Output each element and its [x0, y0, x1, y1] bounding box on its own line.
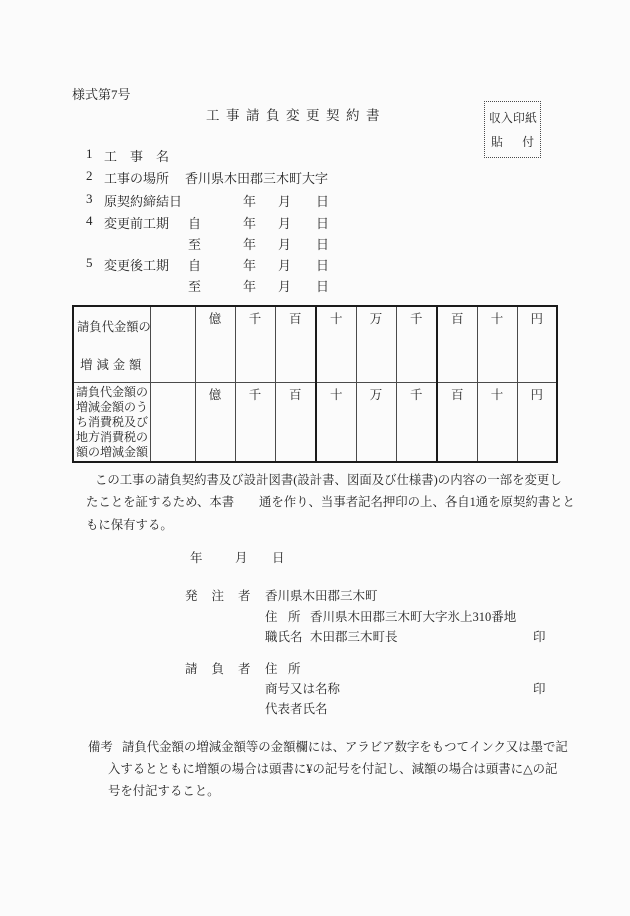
label-line2: 増減金額: [80, 358, 146, 372]
contractor-seal-mark: 印: [533, 682, 546, 696]
year-label: 年: [243, 237, 257, 252]
amount-row-tax: [73, 382, 557, 462]
unit-oku: 億: [195, 382, 235, 462]
amount-sign-cell: [150, 306, 195, 382]
contractor-address-label: 住所: [265, 662, 312, 676]
amount-table: [72, 305, 558, 463]
unit-hyaku: 百: [437, 306, 477, 382]
day-label: 日: [316, 258, 330, 273]
range-to-label: 至: [188, 237, 202, 252]
orderer-address-label: 住所: [265, 610, 312, 624]
year-label: 年: [243, 279, 257, 294]
item-original-contract-date: [0, 191, 630, 211]
unit-sen: 千: [396, 306, 437, 382]
unit-sen: 千: [396, 382, 437, 462]
item-number: 5: [86, 255, 93, 270]
item-label: 工事の場所: [104, 171, 170, 186]
unit-en: 円: [517, 382, 557, 462]
unit-sen: 千: [235, 382, 275, 462]
orderer-seal-mark: 印: [533, 630, 546, 644]
unit-en: 円: [517, 306, 557, 382]
stamp-box-line1: 収入印紙: [489, 111, 537, 125]
contractor-name-label: 商号又は名称: [265, 682, 341, 696]
item-label: 変更前工期: [104, 216, 170, 231]
month-label: 月: [278, 237, 292, 252]
unit-sen: 千: [235, 306, 275, 382]
unit-ju: 十: [316, 306, 356, 382]
item-label: 変更後工期: [104, 258, 170, 273]
month-label: 月: [278, 258, 292, 273]
orderer-title-label: 職氏名: [265, 630, 303, 644]
body-paragraph-line: たことを証するため、本書 通を作り、当事者記名押印の上、各自1通を原契約書とと: [86, 495, 575, 509]
body-paragraph-line: この工事の請負契約書及び設計図書(設計書、図面及び仕様書)の内容の一部を変更し: [95, 473, 562, 487]
amount-row-change: [73, 306, 557, 382]
day-label: 日: [316, 237, 330, 252]
date-day-label: 日: [272, 551, 285, 565]
orderer-role-label: 発注者: [185, 589, 265, 603]
remarks-line: 入するとともに増額の場合は頭書に¥の記号を付記し、減額の場合は頭書に△の記: [108, 762, 558, 776]
form-number: 様式第7号: [72, 87, 131, 102]
body-paragraph-line: もに保有する。: [86, 518, 173, 532]
item-period-after-change-from: [0, 255, 630, 275]
item-number: 3: [86, 191, 93, 206]
amount-row-tax-label: 請負代金額の増減金額のうち消費税及び地方消費税の額の増減金額: [73, 382, 150, 462]
unit-hyaku: 百: [275, 306, 316, 382]
contractor-role-label: 請負者: [185, 662, 265, 676]
year-label: 年: [243, 258, 257, 273]
unit-ju: 十: [477, 382, 517, 462]
item-project-name: [0, 146, 630, 166]
label-line1: 請負代金額の: [77, 320, 151, 334]
item-period-before-change-to: [0, 234, 630, 254]
month-label: 月: [278, 216, 292, 231]
item-period-after-change-to: [0, 276, 630, 296]
stamp-box-line2-right: 付: [522, 135, 534, 149]
day-label: 日: [316, 216, 330, 231]
month-label: 月: [278, 194, 292, 209]
item-label: 工事名: [104, 149, 183, 164]
year-label: 年: [243, 194, 257, 209]
remarks-line: 請負代金額の増減金額等の金額欄には、アラビア数字をもつてインク又は墨で記: [122, 740, 568, 754]
year-label: 年: [243, 216, 257, 231]
amount-row-change-label: [73, 306, 150, 382]
amount-sign-cell: [150, 382, 195, 462]
stamp-box-line2-left: 貼: [491, 135, 503, 149]
unit-hyaku: 百: [437, 382, 477, 462]
range-to-label: 至: [188, 279, 202, 294]
orderer-name: 香川県木田郡三木町: [265, 589, 378, 603]
day-label: 日: [316, 279, 330, 294]
unit-ju: 十: [316, 382, 356, 462]
unit-man: 万: [356, 306, 396, 382]
item-project-location: [0, 168, 630, 188]
orderer-address-value: 香川県木田郡三木町大字氷上310番地: [310, 610, 517, 624]
unit-ju: 十: [477, 306, 517, 382]
unit-oku: 億: [195, 306, 235, 382]
range-from-label: 自: [188, 216, 202, 231]
day-label: 日: [316, 194, 330, 209]
date-month-label: 月: [235, 551, 248, 565]
unit-man: 万: [356, 382, 396, 462]
date-year-label: 年: [190, 551, 203, 565]
orderer-title-value: 木田郡三木町長: [310, 630, 398, 644]
item-number: 4: [86, 213, 93, 228]
item-period-before-change-from: [0, 213, 630, 233]
range-from-label: 自: [188, 258, 202, 273]
contractor-representative-label: 代表者氏名: [265, 702, 328, 716]
remarks-line: 号を付記すること。: [108, 784, 220, 798]
unit-hyaku: 百: [275, 382, 316, 462]
document-title: 工事請負変更契約書: [206, 108, 386, 123]
item-number: 1: [86, 146, 93, 161]
item-value: 香川県木田郡三木町大字: [185, 171, 329, 186]
month-label: 月: [278, 279, 292, 294]
item-label: 原契約締結日: [104, 194, 183, 209]
item-number: 2: [86, 168, 93, 183]
remarks-label: 備考: [88, 740, 113, 754]
